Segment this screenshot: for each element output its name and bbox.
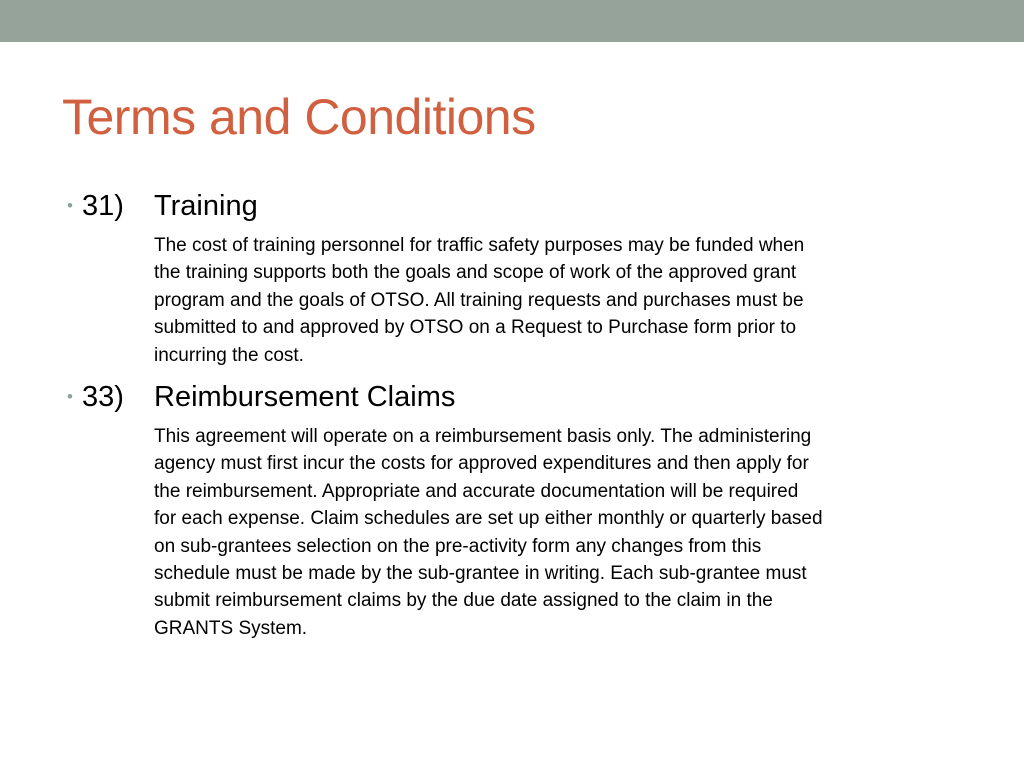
bullet-heading — [67, 186, 982, 226]
bullet-number: 31) — [82, 190, 124, 222]
body-line: submit reimbursement claims by the due date assigned to the claim in the — [154, 590, 773, 612]
bullet-dot-icon: • — [67, 196, 73, 215]
body-line: for each expense. Claim schedules are set up either monthly or quarterly based — [154, 508, 823, 530]
bullet-reimbursement-claims — [62, 377, 982, 642]
body-line: agency must first incur the costs for approved expenditures and then apply for — [154, 453, 809, 475]
body-line: The cost of training personnel for traffic safety purposes may be funded when — [154, 235, 805, 256]
top-accent-band — [0, 0, 1024, 42]
bullet-body — [154, 423, 974, 642]
bullet-dot-icon: • — [67, 387, 73, 407]
body-line: the reimbursement. Appropriate and accurate documentation will be required — [154, 480, 799, 502]
body-line: program and the goals of OTSO. All training requests and purchases must be — [154, 289, 804, 311]
body-line: schedule must be made by the sub-grantee in writing. Each sub-grantee must — [154, 563, 807, 585]
bullet-number: 33) — [82, 381, 124, 414]
bullet-heading — [67, 377, 982, 417]
body-line: submitted to and approved by OTSO on a Request to Purchase form prior to — [154, 317, 797, 339]
bullet-body — [154, 232, 974, 369]
slide-content — [62, 186, 982, 642]
bullet-training — [62, 186, 982, 369]
body-line: on sub-grantees selection on the pre-activity form any changes from this — [154, 535, 762, 557]
slide-title: Terms and Conditions — [62, 89, 536, 145]
body-line: This agreement will operate on a reimbursement basis only. The administering — [154, 426, 812, 448]
body-line: GRANTS System. — [154, 617, 308, 639]
bullet-heading-text: Training — [154, 190, 258, 222]
body-line: incurring the cost. — [154, 344, 304, 366]
body-line: the training supports both the goals and scope of work of the approved grant — [154, 262, 797, 284]
bullet-heading-text: Reimbursement Claims — [154, 381, 456, 414]
